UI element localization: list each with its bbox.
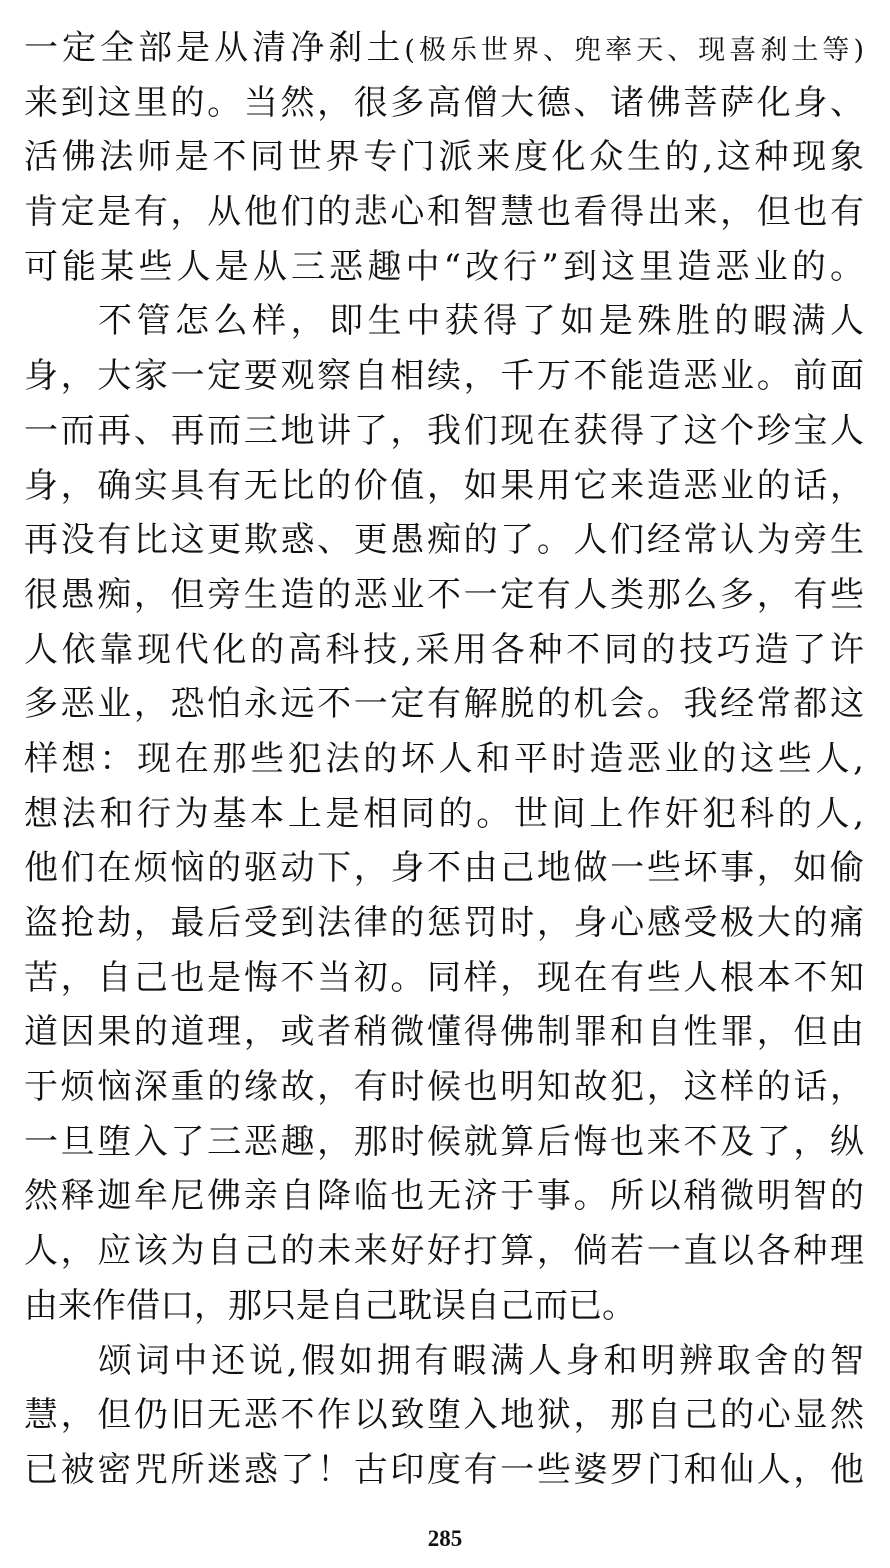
text-line: 他们在烦恼的驱动下，身不由己地做一些坏事，如偷 bbox=[24, 848, 864, 889]
paragraph bbox=[24, 21, 864, 294]
text-line: 样想：现在那些犯法的坏人和平时造恶业的这些人, bbox=[24, 738, 864, 779]
body-text bbox=[24, 21, 864, 1498]
paragraph bbox=[24, 1334, 864, 1498]
text-line: 人，应该为自己的未来好好打算，倘若一直以各种理 bbox=[24, 1231, 864, 1272]
text-line: 人依靠现代化的高科技,采用各种不同的技巧造了许 bbox=[24, 629, 864, 670]
text-line: 活佛法师是不同世界专门派来度化众生的,这种现象 bbox=[24, 137, 864, 178]
text-line: 盗抢劫，最后受到法律的惩罚时，身心感受极大的痛 bbox=[24, 903, 864, 943]
text-line: 来到这里的。当然，很多高僧大德、诸佛菩萨化身、 bbox=[24, 82, 864, 123]
text-line: 可能某些人是从三恶趣中“改行”到这里造恶业的。 bbox=[24, 246, 864, 287]
text-line: 多恶业，恐怕永远不一定有解脱的机会。我经常都这 bbox=[24, 684, 864, 725]
text-line: 一而再、再而三地讲了，我们现在获得了这个珍宝人 bbox=[24, 410, 864, 451]
text-line: 道因果的道理，或者稍微懂得佛制罪和自性罪，但由 bbox=[24, 1012, 864, 1053]
text-line: 很愚痴，但旁生造的恶业不一定有人类那么多，有些 bbox=[24, 574, 864, 615]
text-line: 由来作借口，那只是自己耽误自己而已。 bbox=[24, 1285, 636, 1326]
text-line-main: 一定全部是从清净刹土 bbox=[24, 28, 405, 68]
paragraph bbox=[24, 294, 864, 1333]
text-line: 不管怎么样，即生中获得了如是殊胜的暇满人 bbox=[98, 301, 864, 342]
text-line: 然释迦牟尼佛亲自降临也无济于事。所以稍微明智的 bbox=[24, 1176, 864, 1217]
page-number: 285 bbox=[427, 1526, 463, 1551]
text-line: 身，确实具有无比的价值，如果用它来造恶业的话， bbox=[24, 465, 864, 506]
text-line: 苦，自己也是悔不当初。同样，现在有些人根本不知 bbox=[24, 957, 864, 998]
text-line: 已被密咒所迷惑了！古印度有一些婆罗门和仙人，他 bbox=[24, 1449, 864, 1490]
text-line: 颂词中还说,假如拥有暇满人身和明辨取舍的智 bbox=[98, 1340, 864, 1381]
text-line: 一旦堕入了三恶趣，那时候就算后悔也来不及了，纵 bbox=[24, 1121, 864, 1162]
text-line: 于烦恼深重的缘故，有时候也明知故犯，这样的话， bbox=[24, 1067, 864, 1108]
text-line: 慧，但仍旧无恶不作以致堕入地狱，那自己的心显然 bbox=[24, 1395, 864, 1436]
text-line: 再没有比这更欺惑、更愚痴的了。人们经常认为旁生 bbox=[24, 520, 864, 561]
text-line: 想法和行为基本上是相同的。世间上作奸犯科的人, bbox=[24, 793, 864, 834]
text-line bbox=[24, 21, 864, 76]
text-line-annotation: (极乐世界、兜率天、现喜刹土等) bbox=[404, 35, 864, 66]
text-line: 身，大家一定要观察自相续，千万不能造恶业。前面 bbox=[24, 356, 864, 397]
text-line: 肯定是有，从他们的悲心和智慧也看得出来，但也有 bbox=[24, 192, 864, 233]
